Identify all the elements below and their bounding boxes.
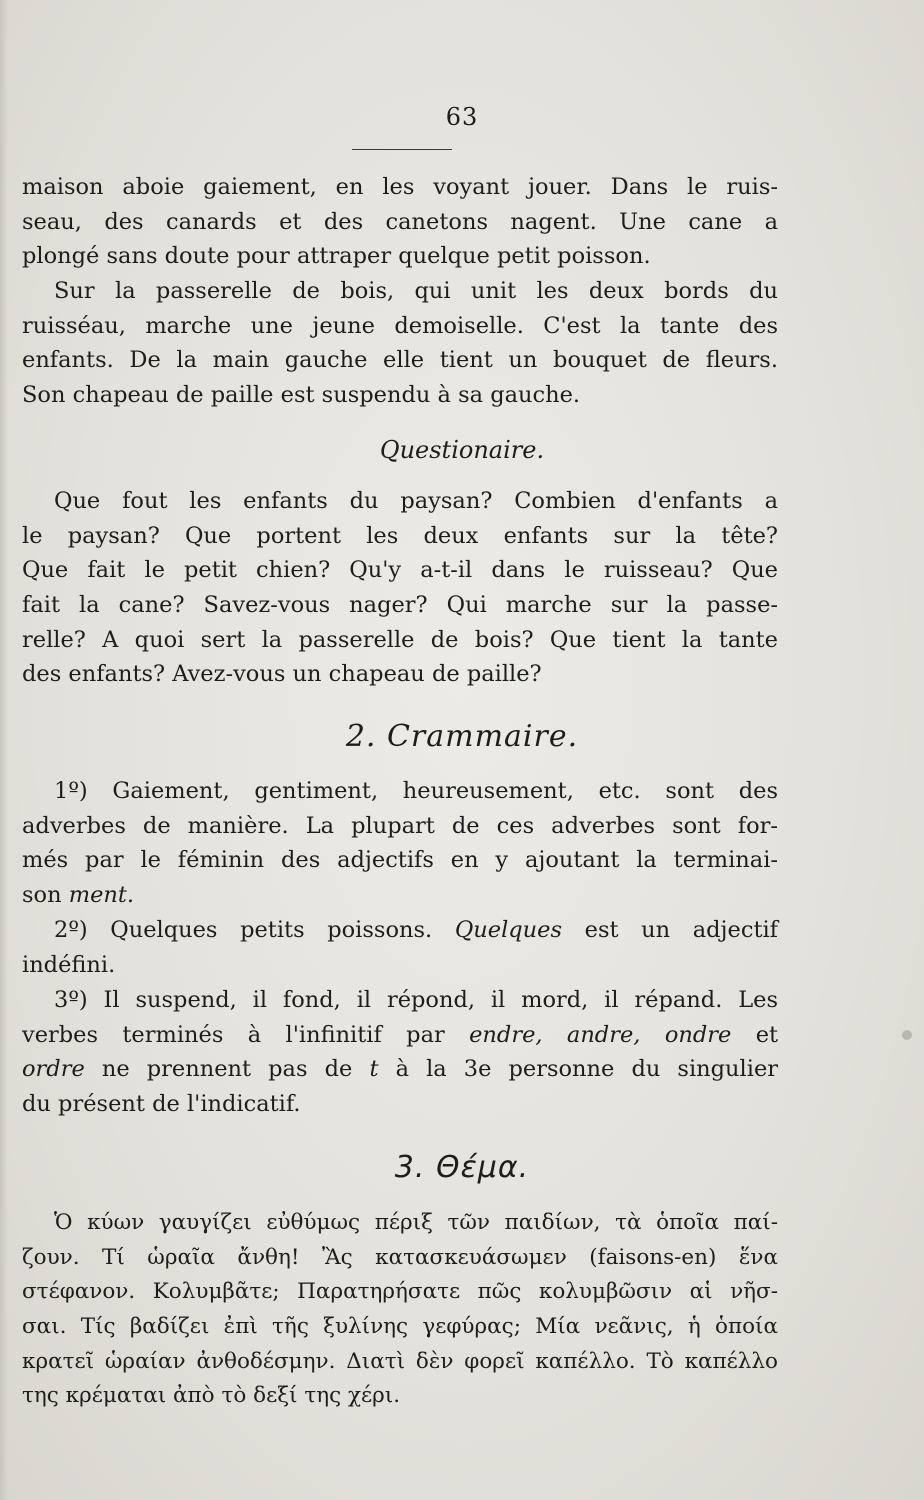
italic-term: endre,: [469, 1021, 543, 1048]
text-line: adverbes de manière. La plupart de ces adverbes sont for-: [22, 812, 778, 839]
intro-paragraph: [22, 170, 778, 413]
text-line: κρατεῖ ὡραίαν ἀνθοδέσμην. Διατὶ δὲν φορεῖ καπέλλο. Τὸ καπέλλο: [22, 1348, 778, 1374]
text-line: [22, 878, 778, 913]
text-line: Sur la passerelle de bois, qui unit les deux bords du: [54, 278, 778, 305]
text-line: seau, des canards et des canetons nagent. Une cane a: [22, 208, 778, 235]
text-line: Son chapeau de paille est suspendu à sa gauche.: [22, 382, 581, 409]
text-line: [22, 1052, 778, 1087]
theme-paragraph: [22, 1206, 778, 1414]
line-text: et: [755, 1021, 779, 1048]
text-line: της κρέμαται ἀπὸ τὸ δεξί της χέρι.: [22, 1383, 401, 1409]
text-line: 3º) Il suspend, il fond, il répond, il mord, il répand. Les: [54, 987, 778, 1013]
text-line: fait la cane? Savez-vous nager? Qui marche sur la passe-: [22, 592, 778, 619]
questionnaire-paragraph: [22, 484, 778, 692]
italic-term: t: [369, 1056, 379, 1083]
text-line: Que fait le petit chien? Qu'y a-t-il dans le ruisseau? Que: [22, 557, 778, 584]
text-line: ζουν. Τί ὡραῖα ἄνθη! Ἂς κατασκευάσωμεν (faisons-en) ἕνα: [22, 1244, 778, 1270]
text-line: du présent de l'indicatif.: [22, 1091, 301, 1118]
grammaire-heading: 2. Crammaire.: [345, 719, 579, 754]
line-text: à la 3e personne du singulier: [395, 1056, 779, 1083]
header-rule: [352, 149, 452, 150]
text-line: indéfini.: [22, 951, 116, 978]
text-line: Ὁ κύων γαυγίζει εὐθύμως πέριξ τῶν παιδίων, τὰ ὁποῖα παί-: [54, 1210, 778, 1235]
text-line: [22, 913, 778, 948]
text-line: des enfants? Avez-vous un chapeau de paille?: [22, 661, 542, 688]
text-line: 1º) Gaiement, gentiment, heureusement, etc. sont des: [54, 778, 778, 804]
grammaire-rule-3: [22, 983, 778, 1122]
text-line: més par le féminin des adjectifs en y ajoutant la terminai-: [22, 847, 778, 874]
questionnaire-heading: Questionaire.: [379, 436, 545, 464]
text-line: relle? A quoi sert la passerelle de bois? Que tient la tante: [22, 626, 778, 653]
text-line: plongé sans doute pour attraper quelque petit poisson.: [22, 243, 651, 270]
text-line: στέφανον. Κολυμβᾶτε; Παρατηρήσατε πῶς κολυμβῶσιν αἱ νῆσ-: [22, 1279, 778, 1305]
line-text: 2º) Quelques petits poissons.: [54, 917, 433, 943]
italic-term: ment.: [68, 882, 135, 909]
theme-heading: 3. Θέμα.: [394, 1150, 530, 1185]
grammaire-rule-1: [22, 774, 778, 913]
italic-term: ondre: [664, 1021, 732, 1048]
grammaire-rule-2: [22, 913, 778, 982]
line-text: est un adjectif: [584, 917, 779, 943]
text-line: σαι. Τίς βαδίζει ἐπὶ τῆς ξυλίνης γεφύρας; Μία νεᾶνις, ἡ ὁποία: [22, 1314, 778, 1340]
italic-term: ordre: [22, 1056, 85, 1083]
text-line: Que fout les enfants du paysan? Combien d'enfants a: [54, 488, 778, 514]
text-line: enfants. De la main gauche elle tient un bouquet de fleurs.: [22, 347, 778, 374]
italic-term: andre,: [566, 1021, 641, 1048]
text-line: le paysan? Que portent les deux enfants sur la tête?: [22, 522, 778, 549]
paper-spot: [902, 1030, 912, 1040]
line-text: ne prennent pas de: [101, 1056, 353, 1083]
text-line: maison aboie gaiement, en les voyant jouer. Dans le ruis-: [22, 174, 778, 200]
italic-term: Quelques: [454, 917, 563, 943]
line-text: son: [22, 882, 62, 909]
text-line: [22, 1018, 778, 1053]
page-number: 63: [445, 103, 479, 131]
line-text: verbes terminés à l'infinitif par: [22, 1021, 445, 1048]
text-line: ruisséau, marche une jeune demoiselle. C'est la tante des: [22, 312, 778, 339]
